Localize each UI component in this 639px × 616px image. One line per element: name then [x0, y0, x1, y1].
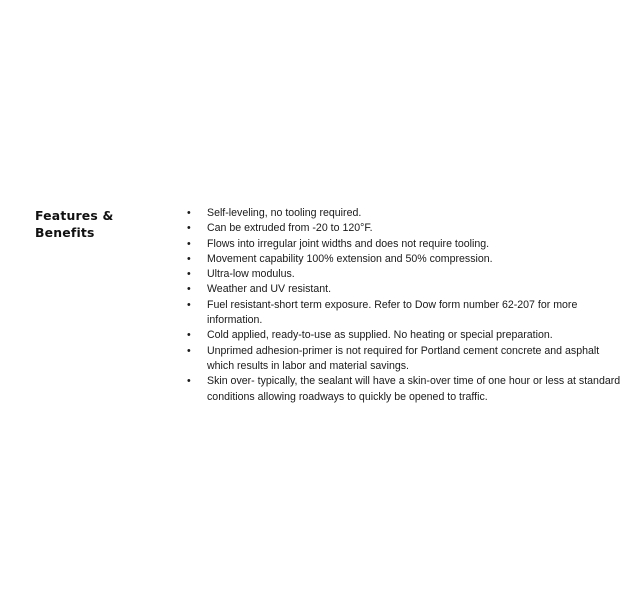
bullet-icon: •: [187, 252, 191, 265]
list-item-text: Fuel resistant-short term exposure. Refer to Dow form number 62-207 for more information.: [207, 298, 578, 327]
list-item: [186, 252, 626, 267]
bullet-icon: •: [187, 268, 191, 281]
features-list: [186, 206, 626, 405]
list-item-text: Ultra-low modulus.: [207, 268, 295, 281]
bullet-icon: •: [187, 375, 191, 388]
list-item: [186, 298, 626, 329]
list-item-text: Skin over- typically, the sealant will have a skin-over time of one hour or less at standard conditions allowing roadways to quickly be opened to traffic.: [207, 375, 621, 403]
section-heading: [35, 207, 145, 241]
heading-line-1: Features &: [35, 208, 114, 223]
bullet-icon: •: [187, 344, 191, 357]
list-item: [186, 221, 626, 236]
list-item-text: Cold applied, ready-to-use as supplied. No heating or special preparation.: [207, 329, 553, 342]
bullet-icon: •: [187, 222, 191, 235]
bullet-icon: •: [187, 329, 191, 342]
list-item: [186, 237, 626, 252]
bullet-icon: •: [187, 237, 191, 250]
list-item-text: Movement capability 100% extension and 50% compression.: [207, 252, 493, 265]
list-item-text: Unprimed adhesion-primer is not required for Portland cement concrete and asphalt which results in labor and material savings.: [207, 344, 600, 372]
list-item: [186, 328, 626, 343]
bullet-icon: •: [187, 283, 191, 296]
list-item: [186, 206, 626, 221]
list-item-text: Flows into irregular joint widths and does not require tooling.: [207, 237, 490, 250]
bullet-icon: •: [187, 298, 191, 311]
list-item-text: Self-leveling, no tooling required.: [207, 207, 362, 219]
list-item-text: Can be extruded from -20 to 120°F.: [207, 222, 373, 235]
list-item: [186, 374, 626, 405]
list-item-text: Weather and UV resistant.: [207, 283, 332, 296]
heading-line-2: Benefits: [35, 225, 95, 240]
bullet-icon: •: [187, 207, 191, 219]
list-item: [186, 344, 626, 375]
list-item: [186, 267, 626, 282]
list-item: [186, 282, 626, 297]
